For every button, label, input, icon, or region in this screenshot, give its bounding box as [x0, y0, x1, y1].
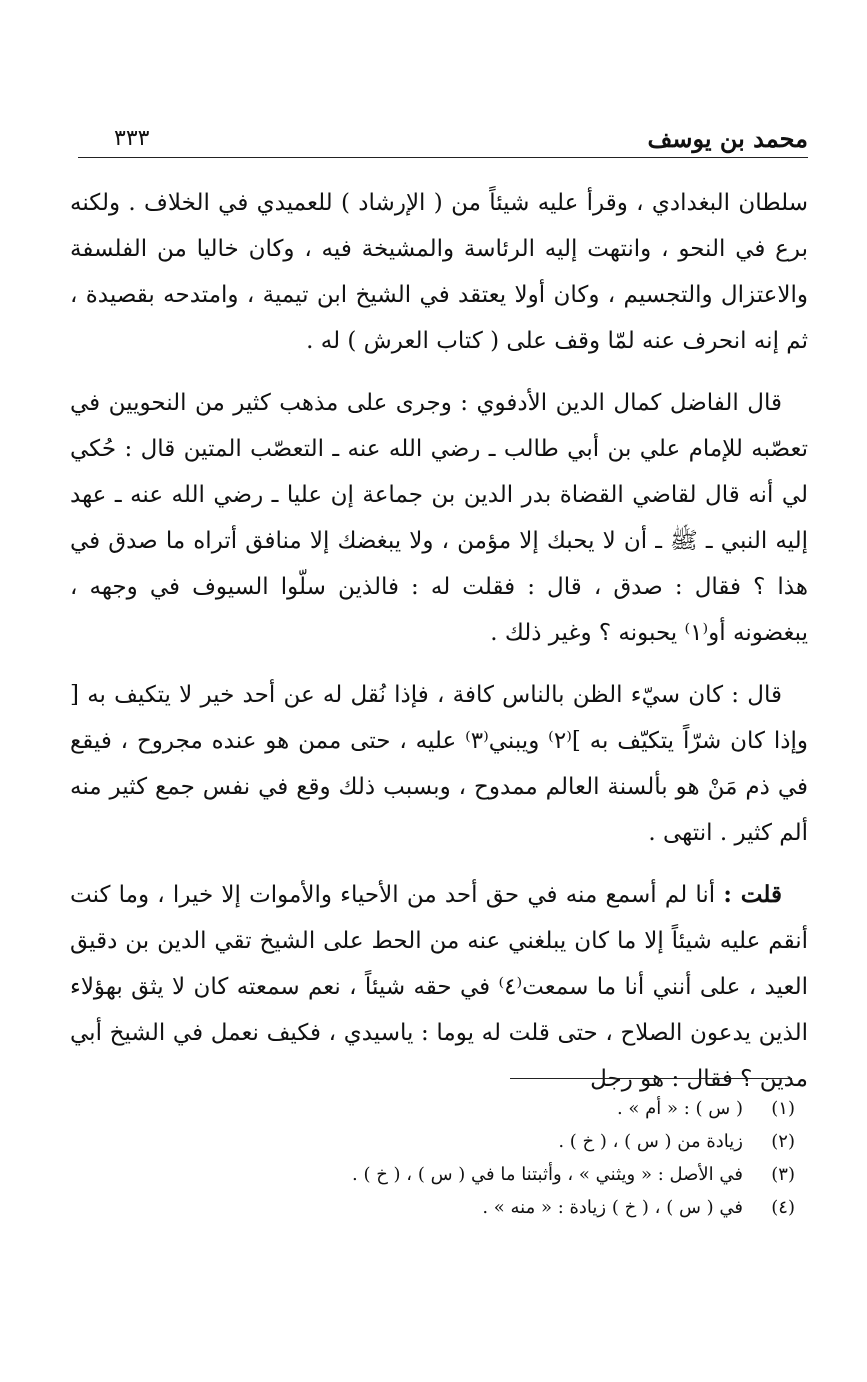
paragraph-lead: قلت : — [723, 881, 782, 908]
paragraph-text: سلطان البغدادي ، وقرأ عليه شيئاً من ( الإرشاد ) للعميدي في الخلاف . ولكنه برع في النحو ، وانتهت إليه الرئاسة والمشيخة فيه ، وكان خاليا من الفلسفة والاعتزال والتجسيم ، وكان أولا يعتقد في الشيخ ابن تيمية ، وامتدحه بقصيدة ، ثم إنه انحرف عنه لمّا وقف على ( كتاب العرش ) له . — [70, 190, 808, 354]
page-number: ٣٣٣ — [114, 126, 150, 151]
paragraph — [70, 180, 808, 364]
footnote-number: (١) — [771, 1098, 795, 1119]
header-rule — [78, 157, 808, 158]
page-header — [78, 120, 808, 156]
footnote-number: (٤) — [771, 1197, 795, 1218]
running-title: محمد بن يوسف — [647, 124, 808, 153]
footnote-number: (٢) — [771, 1131, 795, 1152]
footnote-text: ( س ) : « أم » . — [616, 1098, 743, 1119]
paragraph-text: أنا لم أسمع منه في حق أحد من الأحياء والأموات إلا خيرا ، وما كنت أنقم عليه شيئاً إلا ما كان يبلغني عنه من الحط على الشيخ تقي الدين بن دقيق العيد ، على أنني أنا ما سمعت⁽٤⁾ في حقه شيئاً ، نعم سمعته كان لا يثق بهؤلاء الذين يدعون الصلاح ، حتى قلت له يوما : ياسيدي ، فكيف نعمل في الشيخ أبي مدين ؟ فقال : هو رجل — [70, 882, 808, 1092]
footnote-text: في الأصل : « ويثني » ، وأثبتنا ما في ( س ) ، ( خ ) . — [352, 1164, 743, 1185]
footnote-number: (٣) — [771, 1164, 795, 1185]
paragraph — [70, 380, 808, 656]
footnote-rule — [510, 1078, 792, 1079]
paragraph-text: قال الفاضل كمال الدين الأدفوي : وجرى على مذهب كثير من النحويين في تعصّبه للإمام علي بن أبي طالب ـ رضي الله عنه ـ التعصّب المتين قال : حُكي لي أنه قال لقاضي القضاة بدر الدين بن جماعة إن عليا ـ رضي الله عنه ـ عهد إليه النبي ـ ﷺ ـ أن لا يحبك إلا مؤمن ، ولا يبغضك إلا منافق أتراه ما صدق في هذا ؟ فقال : صدق ، قال : فقلت له : فالذين سلّوا السيوف في وجهه ، يبغضونه أو⁽١⁾ يحبونه ؟ وغير ذلك . — [70, 390, 808, 646]
paragraph-text: قال : كان سيّء الظن بالناس كافة ، فإذا نُقل له عن أحد خير لا يتكيف به [ وإذا كان شرّاً يتكيّف به ]⁽٢⁾ ويبني⁽٣⁾ عليه ، حتى ممن هو عنده مجروح ، فيقع في ذم مَنْ هو بألسنة العالم ممدوح ، وبسبب ذلك وقع في نفس جمع كثير منه ألم كثير . انتهى . — [70, 682, 808, 846]
footnote — [70, 1092, 795, 1125]
main-text — [70, 180, 808, 1118]
paragraph — [70, 672, 808, 856]
footnote-text: في ( س ) ، ( خ ) زيادة : « منه » . — [482, 1197, 743, 1218]
footnote-text: زيادة من ( س ) ، ( خ ) . — [558, 1131, 743, 1152]
footnotes — [70, 1092, 795, 1224]
footnote — [70, 1125, 795, 1158]
footnote — [70, 1191, 795, 1224]
paragraph — [70, 872, 808, 1102]
footnote — [70, 1158, 795, 1191]
